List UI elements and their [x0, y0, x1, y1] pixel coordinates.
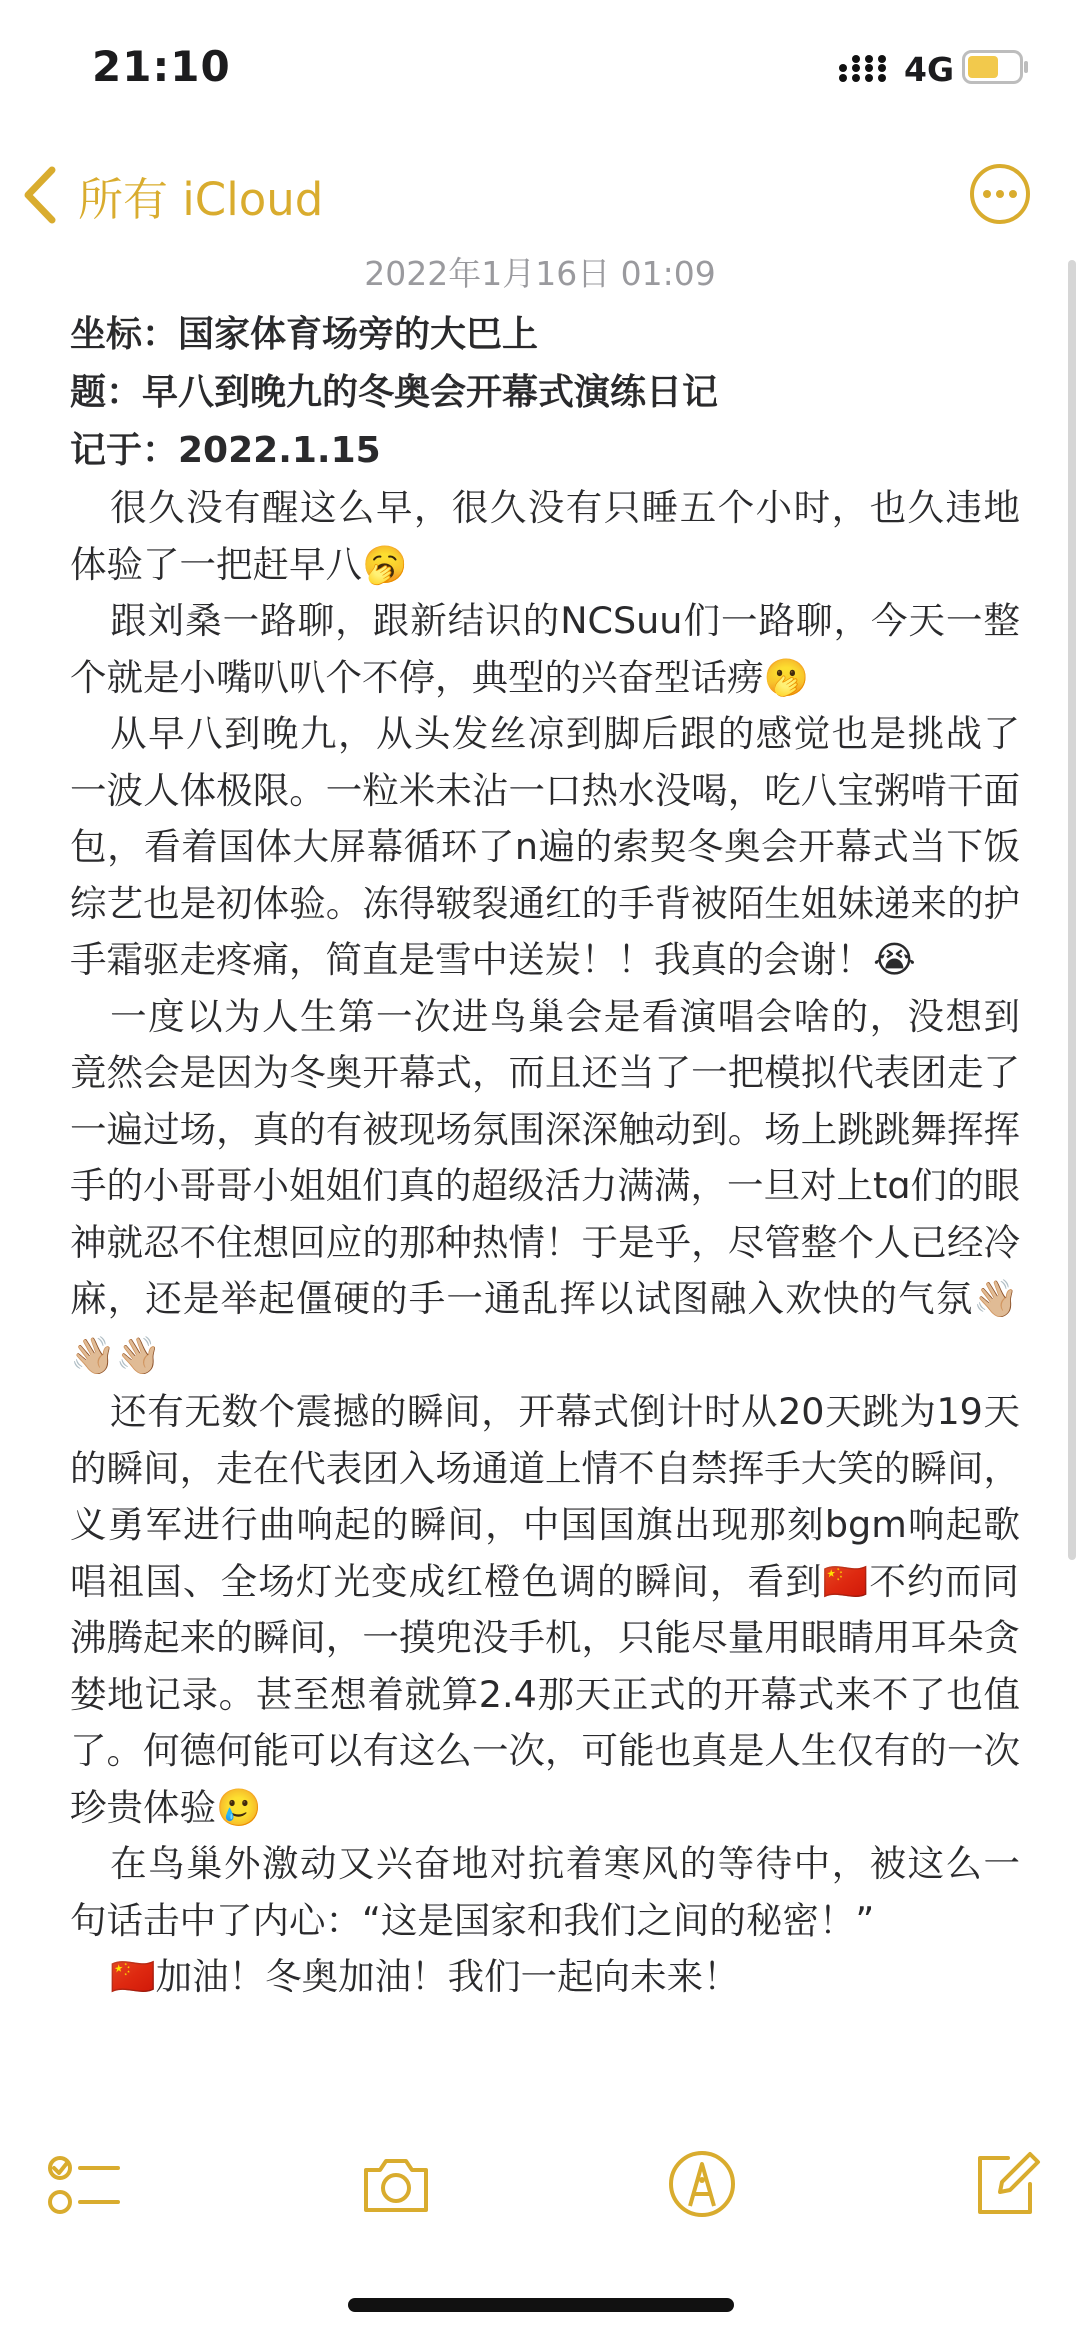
note-paragraph: 跟刘桑一路聊，跟新结识的NCSuu们一路聊，今天一整个就是小嘴叭叭个不停，典型的兴奋型话痨🫢 — [70, 599, 1020, 699]
scrollbar[interactable] — [1068, 260, 1076, 1560]
note-header-location: 坐标：国家体育场旁的大巴上 — [70, 314, 539, 355]
markup-pen-icon[interactable] — [664, 2146, 740, 2222]
note-paragraph: 还有无数个震撼的瞬间，开幕式倒计时从20天跳为19天的瞬间，走在代表团入场通道上情不自禁挥手大笑的瞬间，义勇军进行曲响起的瞬间，中国国旗出现那刻bgm响起歌唱祖国、全场灯光变成红橙色调的瞬间，看到🇨🇳不约而同沸腾起来的瞬间，一摸兜没手机，只能尽量用眼睛用耳朵贪婪地记录。甚至想着就算2.4那天正式的开幕式来不了也值了。何德何能可以有这么一次，可能也真是人生仅有的一次珍贵体验🥲 — [70, 1390, 1020, 1829]
back-button[interactable] — [20, 160, 323, 230]
status-time: 21:10 — [92, 42, 231, 91]
note-header-date: 记于：2022.1.15 — [70, 430, 381, 471]
network-type: 4G — [904, 50, 955, 89]
note-paragraph: 很久没有醒这么早，很久没有只睡五个小时，也久违地体验了一把赶早八🥱 — [70, 486, 1020, 586]
back-label: 所有 iCloud — [78, 172, 324, 226]
note-paragraph: 🇨🇳加油！冬奥加油！我们一起向未来！ — [110, 1955, 740, 1998]
navigation-bar — [0, 150, 1080, 250]
note-body[interactable] — [70, 306, 1020, 2006]
signal-strength-icon — [838, 54, 890, 84]
status-bar — [0, 0, 1080, 140]
chevron-left-icon — [20, 164, 60, 226]
home-indicator[interactable] — [348, 2298, 734, 2312]
note-paragraph: 在鸟巢外激动又兴奋地对抗着寒风的等待中，被这么一句话击中了内心：“这是国家和我们之间的秘密！” — [70, 1842, 1020, 1942]
compose-icon[interactable] — [968, 2146, 1044, 2222]
checklist-icon[interactable] — [46, 2146, 122, 2222]
bottom-toolbar — [0, 2140, 1080, 2250]
note-paragraph: 从早八到晚九，从头发丝凉到脚后跟的感觉也是挑战了一波人体极限。一粒米未沾一口热水没喝，吃八宝粥啃干面包，看着国体大屏幕循环了n遍的索契冬奥会开幕式当下饭综艺也是初体验。冻得皲裂通红的手背被陌生姐妹递来的护手霜驱走疼痛，简直是雪中送炭！！我真的会谢！😭 — [70, 712, 1020, 981]
note-date: 2022年1月16日 01:09 — [364, 254, 716, 293]
camera-icon[interactable] — [358, 2146, 434, 2222]
more-options-icon[interactable] — [968, 162, 1032, 226]
battery-icon — [962, 50, 1030, 84]
note-header-title: 题：早八到晚九的冬奥会开幕式演练日记 — [70, 372, 719, 413]
note-paragraph: 一度以为人生第一次进鸟巢会是看演唱会啥的，没想到竟然会是因为冬奥开幕式，而且还当了一把模拟代表团走了一遍过场，真的有被现场氛围深深触动到。场上跳跳舞挥挥手的小哥哥小姐姐们真的超级活力满满，一旦对上tɑ们的眼神就忍不住想回应的那种热情！于是乎，尽管整个人已经冷麻，还是举起僵硬的手一通乱挥以试图融入欢快的气氛👋🏼👋🏼👋🏼 — [70, 994, 1020, 1377]
